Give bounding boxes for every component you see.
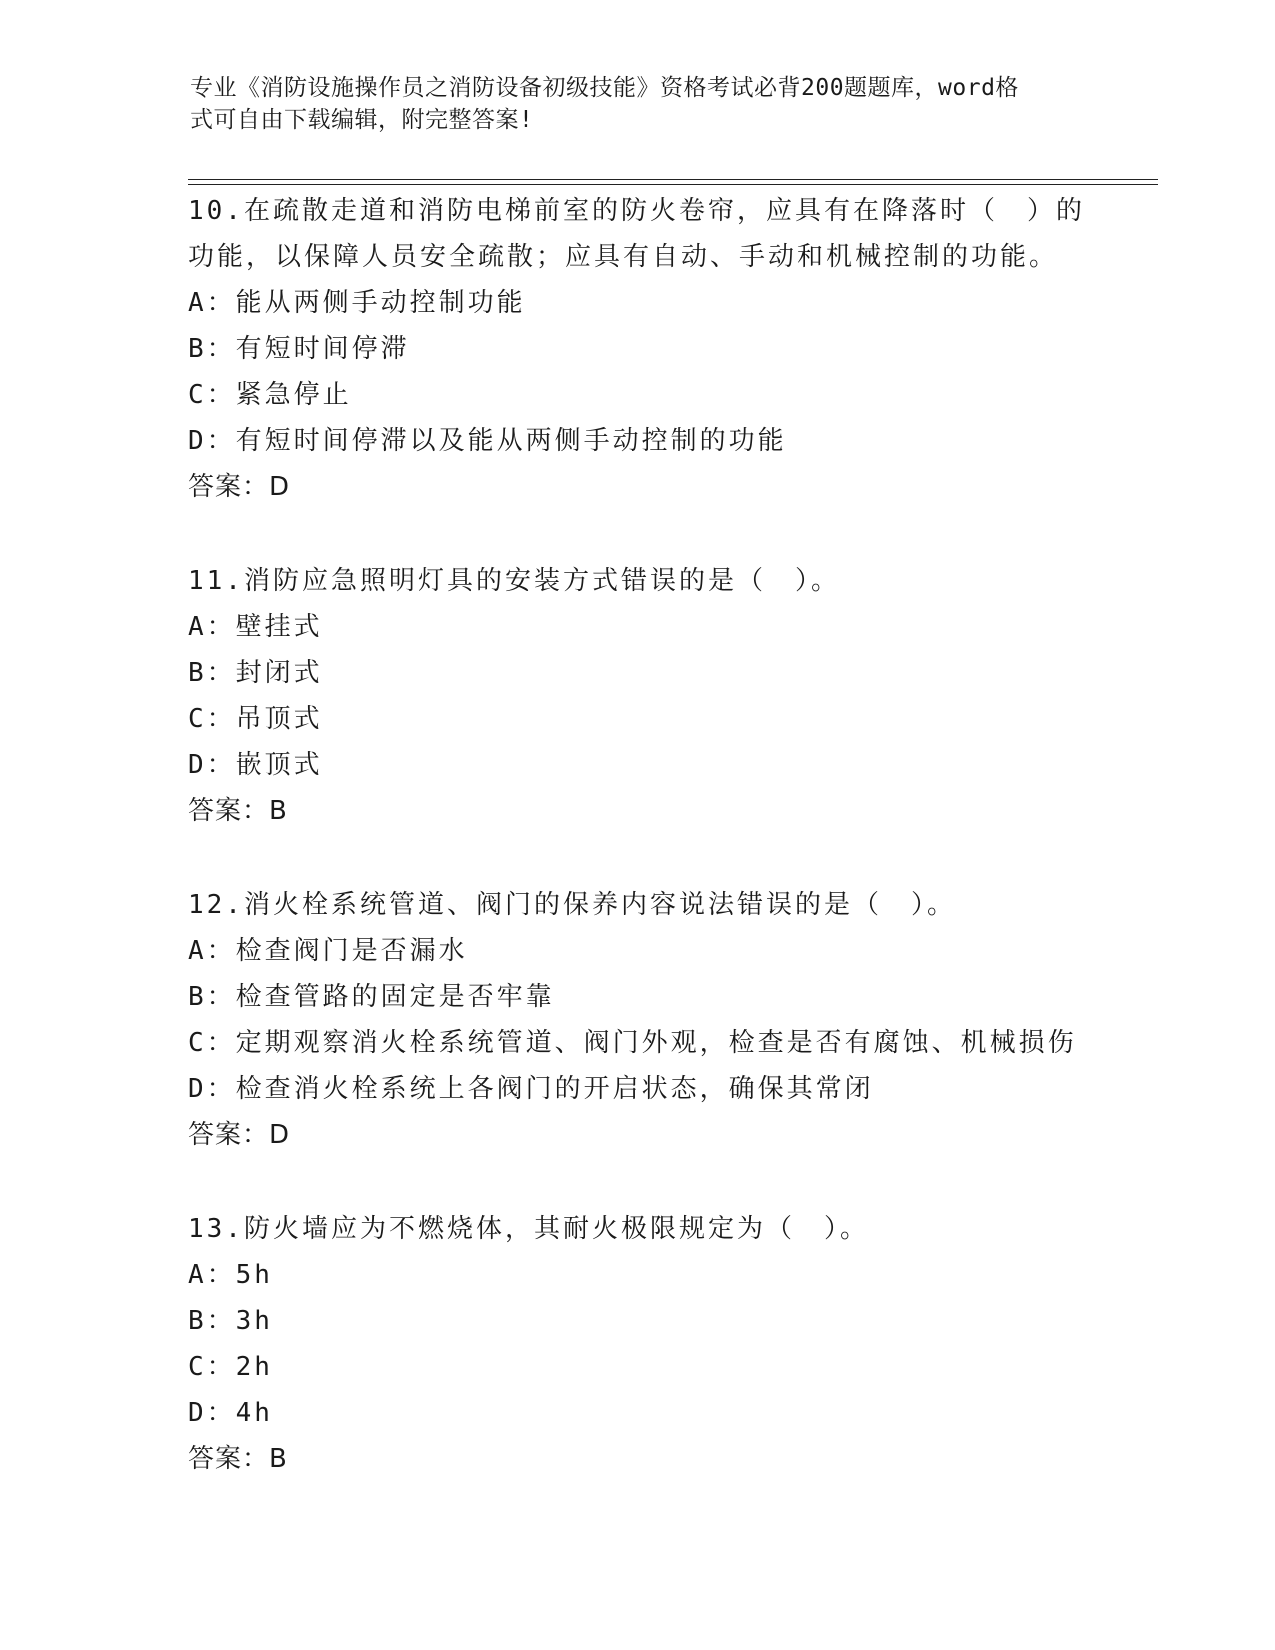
question-10 xyxy=(188,188,1138,510)
option-c: C：2h xyxy=(188,1352,273,1382)
answer-label: 答案：D xyxy=(188,472,291,502)
option-b: B：有短时间停滞 xyxy=(188,334,410,364)
option-b: B：检查管路的固定是否牢靠 xyxy=(188,982,555,1012)
document-header xyxy=(190,72,1070,136)
option-a: A：5h xyxy=(188,1260,273,1290)
option-c: C：吊顶式 xyxy=(188,704,323,734)
header-line-2: 式可自由下载编辑，附完整答案! xyxy=(190,107,534,133)
answer-label: 答案：D xyxy=(188,1120,291,1150)
option-a: A：壁挂式 xyxy=(188,612,323,642)
option-b: B：3h xyxy=(188,1306,273,1336)
header-line-1: 专业《消防设施操作员之消防设备初级技能》资格考试必背200题题库，word格 xyxy=(190,75,1019,101)
question-stem: 12.消火栓系统管道、阀门的保养内容说法错误的是（ ）。 xyxy=(188,890,956,920)
question-stem: 11.消防应急照明灯具的安装方式错误的是（ ）。 xyxy=(188,566,840,596)
option-a: A：能从两侧手动控制功能 xyxy=(188,288,526,318)
question-stem: 13.防火墙应为不燃烧体，其耐火极限规定为（ ）。 xyxy=(188,1214,869,1244)
question-stem-continued: 功能，以保障人员安全疏散；应具有自动、手动和机械控制的功能。 xyxy=(188,242,1059,272)
answer-label: 答案：B xyxy=(188,796,288,826)
question-list xyxy=(188,188,1138,1530)
header-divider-top xyxy=(188,179,1158,180)
option-c: C：紧急停止 xyxy=(188,380,352,410)
question-12 xyxy=(188,882,1138,1158)
option-d: D：嵌顶式 xyxy=(188,750,323,780)
option-d: D：有短时间停滞以及能从两侧手动控制的功能 xyxy=(188,426,787,456)
option-a: A：检查阀门是否漏水 xyxy=(188,936,468,966)
option-c: C：定期观察消火栓系统管道、阀门外观，检查是否有腐蚀、机械损伤 xyxy=(188,1028,1077,1058)
answer-label: 答案：B xyxy=(188,1444,288,1474)
question-13 xyxy=(188,1206,1138,1482)
question-11 xyxy=(188,558,1138,834)
question-stem: 10.在疏散走道和消防电梯前室的防火卷帘，应具有在降落时（ ）的 xyxy=(188,196,1085,226)
header-divider-bottom xyxy=(188,184,1158,185)
option-b: B：封闭式 xyxy=(188,658,323,688)
option-d: D：检查消火栓系统上各阀门的开启状态，确保其常闭 xyxy=(188,1074,874,1104)
option-d: D：4h xyxy=(188,1398,273,1428)
